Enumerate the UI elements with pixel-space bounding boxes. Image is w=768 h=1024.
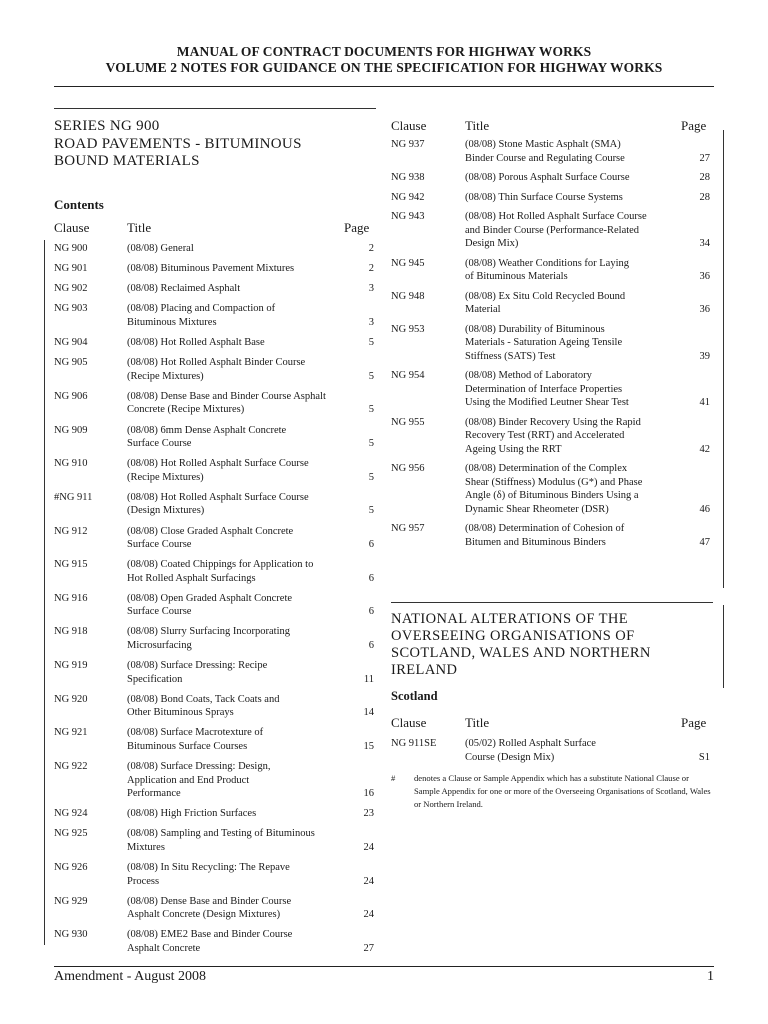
- entry-page: 47: [699, 536, 710, 548]
- entry-title: (08/08) Hot Rolled Asphalt Surface Course and Binder Course (Performance-Related Design Mix): [465, 211, 647, 249]
- footnote-symbol: #: [391, 773, 396, 783]
- entry-page: 28: [699, 172, 710, 183]
- series-line-1: SERIES NG 900: [54, 118, 160, 134]
- entry-title: (08/08) Reclaimed Asphalt: [127, 283, 241, 295]
- contents-entry: [391, 462, 710, 516]
- left-title-header: Title: [127, 220, 152, 235]
- entry-clause: NG 919: [54, 660, 88, 672]
- entry-page: 27: [363, 942, 374, 954]
- entry-page: S1: [698, 751, 710, 763]
- entry-title: (08/08) Porous Asphalt Surface Course: [465, 172, 630, 183]
- entry-clause: NG 937: [391, 139, 425, 150]
- entry-title: (08/08) General: [127, 243, 194, 254]
- entry-page: 5: [368, 370, 374, 382]
- entry-clause: NG 957: [391, 523, 425, 534]
- entry-clause: NG 955: [391, 416, 425, 428]
- entry-clause: NG 925: [54, 828, 88, 840]
- contents-entry: [54, 424, 374, 451]
- entry-clause: NG 910: [54, 458, 88, 470]
- series-top-rule: [54, 108, 376, 109]
- entry-clause: NG 916: [54, 592, 88, 604]
- entry-title: (08/08) Sampling and Testing of Bituminous Mixtures: [127, 828, 315, 853]
- header-rule: [54, 86, 714, 87]
- contents-entry: [391, 323, 710, 364]
- contents-entry: [54, 302, 374, 329]
- entry-page: 3: [368, 316, 374, 328]
- contents-entry: [391, 522, 710, 549]
- entry-page: 34: [699, 238, 710, 249]
- entry-page: 6: [368, 606, 374, 618]
- entry-title: (08/08) Ex Situ Cold Recycled Bound Material: [465, 290, 626, 315]
- entry-clause: NG 918: [54, 626, 88, 638]
- entry-title: (08/08) In Situ Recycling: The Repave Process: [127, 862, 290, 887]
- contents-entry: [54, 928, 374, 955]
- footer-page-number: 1: [707, 969, 714, 984]
- entry-title: (08/08) Slurry Surfacing Incorporating Microsurfacing: [127, 626, 291, 651]
- entry-page: 5: [368, 505, 374, 517]
- contents-entry: [54, 693, 374, 720]
- entry-title: (08/08) Stone Mastic Asphalt (SMA) Binder Course and Regulating Course: [465, 139, 625, 164]
- scotland-page-header: Page: [681, 715, 707, 730]
- entry-title: (08/08) Close Graded Asphalt Concrete Surface Course: [127, 525, 294, 550]
- national-line-1: NATIONAL ALTERATIONS OF THE: [391, 611, 629, 627]
- entry-title: (08/08) Determination of the Complex Shear (Stiffness) Modulus (G*) and Phase Angle (δ) of Bituminous Binders Using a Dynamic Shear Rheometer (DSR): [465, 463, 643, 515]
- left-clause-header: Clause: [54, 220, 90, 235]
- entry-page: 15: [363, 740, 374, 752]
- entry-clause: NG 926: [54, 862, 88, 873]
- contents-entry: [54, 592, 374, 619]
- entry-title: (08/08) Bituminous Pavement Mixtures: [127, 263, 295, 275]
- contents-entry: [54, 895, 374, 922]
- entry-clause: NG 900: [54, 243, 88, 254]
- entry-clause: NG 945: [391, 257, 425, 269]
- national-top-rule: [391, 602, 713, 603]
- contents-entry: [391, 290, 710, 317]
- entry-clause: NG 924: [54, 808, 88, 820]
- national-alterations-heading: [391, 611, 711, 679]
- contents-entry: [54, 390, 374, 417]
- entry-title: (08/08) Hot Rolled Asphalt Surface Course (Design Mixtures): [127, 491, 309, 517]
- entry-clause: NG 948: [391, 290, 425, 302]
- entry-title: (08/08) Surface Macrotexture of Bituminous Surface Courses: [127, 727, 264, 752]
- contents-entry: [54, 525, 374, 552]
- entry-clause: NG 902: [54, 283, 88, 295]
- entry-title: (08/08) Durability of Bituminous Materials - Saturation Ageing Tensile Stiffness (SATS) Test: [465, 323, 623, 362]
- scotland-clause-header: Clause: [391, 715, 427, 730]
- amendment-bar-right: [723, 130, 724, 588]
- entry-title: (08/08) Placing and Compaction of Bituminous Mixtures: [127, 303, 276, 328]
- entry-page: 39: [699, 350, 710, 362]
- amendment-bar-right-national: [723, 605, 724, 688]
- entry-title: (08/08) Dense Base and Binder Course Asphalt Concrete (Design Mixtures): [127, 895, 292, 921]
- header-line-2: VOLUME 2 NOTES FOR GUIDANCE ON THE SPECIFICATION FOR HIGHWAY WORKS: [105, 60, 663, 75]
- entry-clause: NG 942: [391, 191, 425, 203]
- contents-entry: [391, 191, 710, 205]
- national-line-2: OVERSEEING ORGANISATIONS OF: [391, 628, 635, 644]
- scotland-title-header: Title: [465, 715, 490, 730]
- entry-clause: NG 905: [54, 357, 88, 369]
- entry-page: 16: [363, 788, 374, 800]
- entry-page: 24: [363, 875, 374, 887]
- contents-entry: [54, 356, 374, 383]
- entry-clause: NG 912: [54, 525, 88, 537]
- entry-title: (08/08) Open Graded Asphalt Concrete Surface Course: [127, 592, 293, 618]
- contents-entry: [54, 659, 374, 686]
- contents-entry: [54, 760, 374, 801]
- entry-page: 2: [368, 263, 374, 275]
- contents-entry: [391, 138, 710, 165]
- entry-clause: NG 911SE: [391, 738, 437, 749]
- entry-title: (08/08) Coated Chippings for Application to Hot Rolled Asphalt Surfacings: [127, 559, 314, 584]
- entry-page: 5: [368, 438, 374, 450]
- entry-title: (08/08) Surface Dressing: Recipe Specification: [127, 660, 268, 685]
- contents-entry: [391, 369, 710, 410]
- entry-title: (08/08) EME2 Base and Binder Course Asphalt Concrete: [127, 929, 293, 954]
- entry-page: 23: [363, 808, 374, 820]
- contents-heading: Contents: [54, 197, 104, 212]
- entry-page: 11: [363, 673, 374, 685]
- entry-page: 6: [368, 572, 374, 584]
- right-title-header: Title: [465, 118, 490, 133]
- entry-clause: NG 943: [391, 211, 425, 222]
- entry-page: 28: [699, 191, 710, 203]
- document-header: [0, 44, 768, 76]
- entry-title: (08/08) Method of Laboratory Determination of Interface Properties Using the Modified Leutner Shear Test: [465, 370, 629, 408]
- entry-clause: NG 938: [391, 172, 425, 183]
- entry-clause: NG 953: [391, 323, 425, 335]
- entry-clause: NG 922: [54, 761, 88, 773]
- entry-page: 6: [368, 639, 374, 651]
- contents-entry: [54, 282, 374, 296]
- entry-page: 3: [368, 283, 374, 295]
- entry-clause: NG 904: [54, 337, 88, 349]
- entry-page: 5: [368, 337, 374, 349]
- entry-title: (08/08) Hot Rolled Asphalt Binder Course (Recipe Mixtures): [127, 357, 306, 382]
- contents-entry: [391, 210, 710, 251]
- entry-title: (08/08) 6mm Dense Asphalt Concrete Surface Course: [127, 424, 287, 450]
- entry-clause: NG 956: [391, 463, 425, 474]
- entry-title: (08/08) Dense Base and Binder Course Asphalt Concrete (Recipe Mixtures): [127, 390, 326, 416]
- contents-entry: [391, 737, 710, 764]
- entry-clause: #NG 911: [54, 491, 93, 503]
- entry-page: 46: [699, 503, 710, 515]
- entry-title: (08/08) Binder Recovery Using the Rapid Recovery Test (RRT) and Accelerated Ageing Using the RRT: [465, 416, 641, 455]
- footer-rule: [54, 966, 714, 967]
- entry-page: 5: [368, 404, 374, 416]
- entry-title: (05/02) Rolled Asphalt Surface Course (Design Mix): [465, 738, 596, 763]
- entry-page: 42: [699, 443, 710, 455]
- series-title: [54, 118, 376, 171]
- footnote-text: denotes a Clause or Sample Appendix which has a substitute National Clause or Sample Appendix for one or more of the Overseeing Organisations of Scotland, Wales or Northern Ireland.: [414, 773, 711, 809]
- left-page-header: Page: [344, 220, 370, 235]
- entry-page: 27: [699, 152, 710, 164]
- entry-page: 24: [363, 841, 374, 853]
- entry-title: (08/08) Hot Rolled Asphalt Base: [127, 337, 265, 349]
- entry-clause: NG 921: [54, 727, 88, 739]
- scotland-heading: Scotland: [391, 689, 438, 703]
- series-line-2: ROAD PAVEMENTS - BITUMINOUS: [54, 135, 302, 152]
- entry-clause: NG 909: [54, 424, 88, 436]
- entry-title: (08/08) Determination of Cohesion of Bitumen and Bituminous Binders: [465, 523, 625, 548]
- contents-entry: [54, 558, 374, 585]
- entry-title: (08/08) Weather Conditions for Laying of Bituminous Materials: [465, 257, 630, 282]
- contents-entry: [54, 807, 374, 821]
- national-line-4: IRELAND: [391, 662, 458, 678]
- contents-entry: [391, 416, 710, 457]
- right-clause-header: Clause: [391, 118, 427, 133]
- contents-entry: [54, 457, 374, 484]
- entry-page: 36: [699, 271, 710, 282]
- contents-entry: [391, 257, 710, 284]
- series-line-3: BOUND MATERIALS: [54, 153, 200, 169]
- entry-title: (08/08) High Friction Surfaces: [127, 808, 257, 820]
- entry-page: 5: [368, 471, 374, 483]
- entry-clause: NG 920: [54, 693, 88, 705]
- entry-page: 14: [363, 707, 374, 719]
- entry-title: (08/08) Thin Surface Course Systems: [465, 191, 623, 203]
- entry-page: 2: [368, 243, 374, 254]
- entry-clause: NG 930: [54, 929, 88, 941]
- contents-entry: [391, 171, 710, 185]
- contents-entry: [54, 242, 374, 256]
- contents-entry: [54, 726, 374, 753]
- entry-page: 6: [368, 539, 374, 550]
- entry-page: 24: [363, 909, 374, 921]
- entry-clause: NG 929: [54, 895, 88, 907]
- contents-entry: [54, 625, 374, 652]
- contents-entry: [54, 336, 374, 350]
- entry-page: 41: [699, 397, 710, 408]
- entry-title: (08/08) Surface Dressing: Design, Application and End Product Performance: [127, 761, 271, 800]
- entry-title: (08/08) Hot Rolled Asphalt Surface Course (Recipe Mixtures): [127, 458, 309, 483]
- entry-clause: NG 954: [391, 370, 425, 381]
- entry-clause: NG 915: [54, 559, 88, 571]
- entry-title: (08/08) Bond Coats, Tack Coats and Other Bituminous Sprays: [127, 693, 280, 719]
- header-line-1: MANUAL OF CONTRACT DOCUMENTS FOR HIGHWAY WORKS: [176, 44, 592, 59]
- contents-entry: [54, 827, 374, 854]
- right-page-header: Page: [681, 118, 707, 133]
- footer-amendment: Amendment - August 2008: [54, 969, 207, 984]
- entry-page: 36: [699, 304, 710, 315]
- contents-entry: [54, 491, 374, 518]
- entry-clause: NG 901: [54, 263, 88, 275]
- contents-entry: [54, 262, 374, 276]
- national-line-3: SCOTLAND, WALES AND NORTHERN: [391, 645, 651, 661]
- contents-entry: [54, 861, 374, 888]
- entry-clause: NG 903: [54, 303, 88, 315]
- entry-clause: NG 906: [54, 390, 88, 402]
- amendment-bar-left: [44, 240, 45, 945]
